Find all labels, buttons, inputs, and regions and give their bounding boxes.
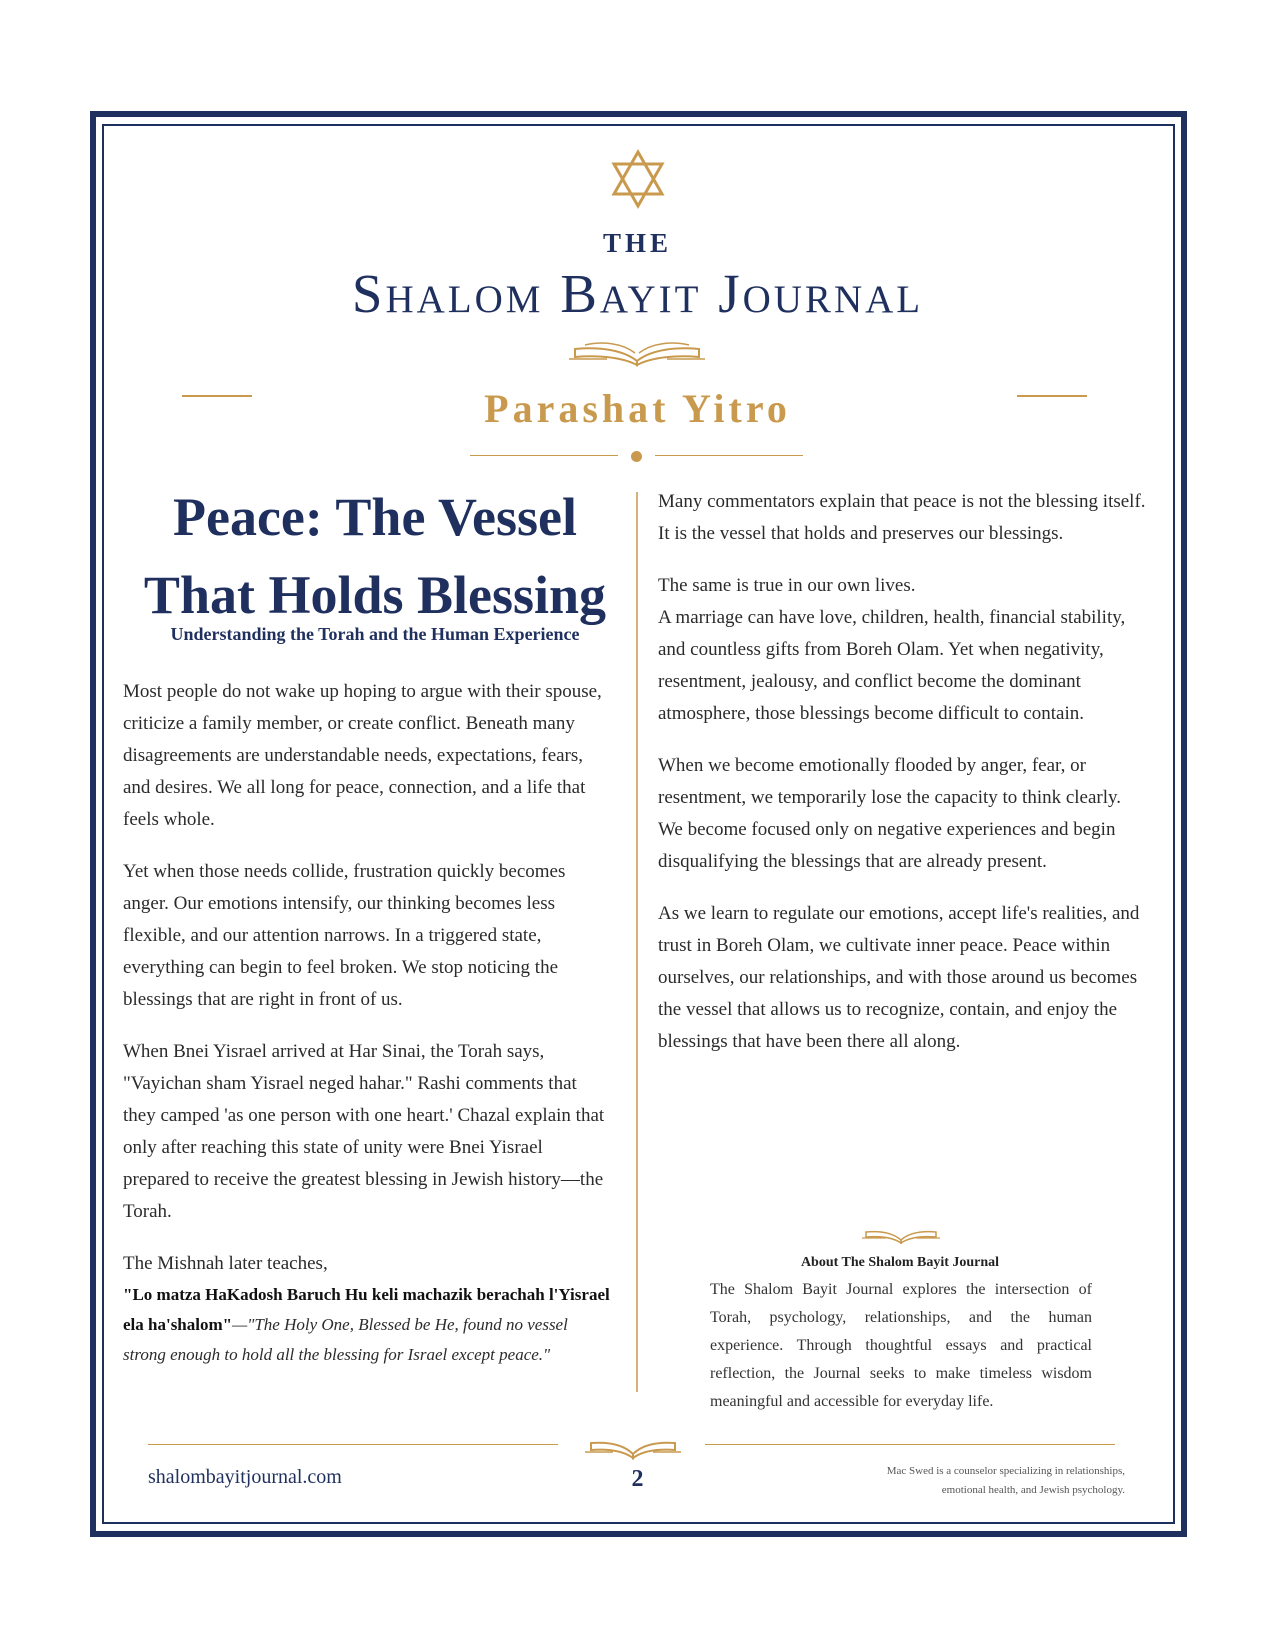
column-divider: [636, 492, 638, 1392]
right-column: [658, 486, 1148, 1078]
paragraph: Many commentators explain that peace is not the blessing itself. It is the vessel that holds and preserves our blessings.: [658, 491, 1146, 544]
paragraph: A marriage can have love, children, health, financial stability, and countless gifts from Boreh Olam. Yet when negativity, resentment, jealousy, and conflict become the dominant atmosphere, those blessings become difficult to contain.: [658, 607, 1126, 724]
paragraph: The same is true in our own lives.: [658, 575, 916, 596]
paragraph: As we learn to regulate our emotions, accept life's realities, and trust in Boreh Olam, we cultivate inner peace. Peace within ourselves, our relationships, and with those around us becomes the vessel that allows us to recognize, contain, and enjoy the blessings that have been there all along.: [658, 903, 1140, 1052]
credit-line2: emotional health, and Jewish psychology.: [941, 1484, 1125, 1496]
divider-dot: [631, 451, 642, 462]
footer-rule-right: [705, 1444, 1115, 1445]
masthead-the: THE: [602, 228, 673, 258]
divider-under-right: [655, 455, 803, 456]
mishnah-translation: —"The Holy One, Blessed be He, found no vessel strong enough to hold all the blessing for Israel except peace.": [123, 1315, 568, 1364]
article-subtitle: Understanding the Torah and the Human Experience: [170, 624, 580, 644]
open-book-icon: [860, 1222, 942, 1244]
article-title-line1: Peace: The Vessel: [173, 487, 577, 547]
author-credit: [780, 1462, 1125, 1500]
mishnah-quote: "Lo matza HaKadosh Baruch Hu keli machazik berachah l'Yisrael ela ha'shalom": [123, 1285, 610, 1334]
open-book-icon: [583, 1430, 683, 1460]
about-body: The Shalom Bayit Journal explores the intersection of Torah, psychology, relationships, and the human experience. Through thoughtful essays and practical reflection, the Journal seeks to make timeless wisdom meaningful and accessible for everyday life.: [710, 1281, 1092, 1410]
article-title: [120, 478, 630, 634]
mishnah-quote-block: [123, 1280, 613, 1370]
parashat-title: Parashat Yitro: [484, 386, 791, 431]
article-title-line2: That Holds Blessing: [143, 565, 607, 625]
mishnah-intro: The Mishnah later teaches,: [123, 1253, 328, 1274]
paragraph: When Bnei Yisrael arrived at Har Sinai, the Torah says, "Vayichan sham Yisrael neged hahar." Rashi comments that they camped 'as one person with one heart.' Chazal explain that only after reaching this state of unity were Bnei Yisrael prepared to receive the greatest blessing in Jewish history—the Torah.: [123, 1041, 605, 1222]
credit-line1: Mac Swed is a counselor specializing in relationships,: [886, 1465, 1125, 1477]
about-title: About The Shalom Bayit Journal: [800, 1255, 1000, 1270]
masthead-title: Shalom Bayit Journal: [351, 263, 924, 324]
website-link[interactable]: shalombayitjournal.com: [148, 1466, 342, 1488]
star-of-david-icon: [607, 148, 669, 210]
open-book-icon: [567, 335, 707, 367]
page-number: 2: [631, 1466, 644, 1492]
left-column: [123, 676, 613, 1370]
paragraph: When we become emotionally flooded by anger, fear, or resentment, we temporarily lose the capacity to think clearly. We become focused only on negative experiences and begin disqualifying the blessings that are already present.: [658, 755, 1122, 872]
divider-under-left: [470, 455, 618, 456]
footer-rule-left: [148, 1444, 558, 1445]
paragraph: Yet when those needs collide, frustration quickly becomes anger. Our emotions intensify, our thinking becomes less flexible, and our attention narrows. In a triggered state, everything can begin to feel broken. We stop noticing the blessings that are right in front of us.: [123, 861, 566, 1010]
paragraph: Most people do not wake up hoping to argue with their spouse, criticize a family member, or create conflict. Beneath many disagreements are understandable needs, expectations, fears, and desires. We all long for peace, connection, and a life that feels whole.: [123, 681, 602, 830]
